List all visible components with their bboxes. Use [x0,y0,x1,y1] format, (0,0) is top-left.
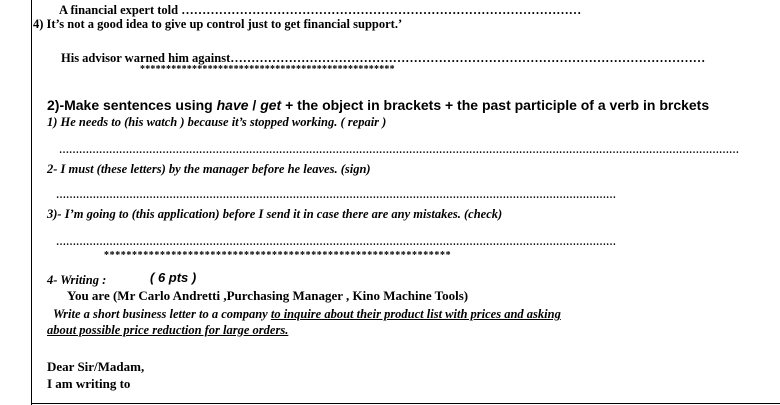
financial-expert-line: A financial expert told …………………………………………………………………………………… [59,3,582,17]
task-underlined-text: to inquire about their product list with prices and asking [270,307,561,321]
item-2-answer-blank: …………………………………………………………………………………………………………………………………………………… [56,190,616,201]
question-4-prompt: 4) It’s not a good idea to give up control just to get financial support.’ [33,17,403,31]
page-bottom-border [31,403,780,404]
item-1-prompt: 1) He needs to (his watch ) because it’s stopped working. ( repair ) [47,115,387,129]
letter-salutation: Dear Sir/Madam, [47,359,145,374]
heading-slash: / [248,97,261,113]
writing-task-line-2: about possible price reduction for large orders. [47,323,289,337]
task-plain-text: Write a short business letter to a company [53,307,271,321]
separator-stars-1: ************************************************* [140,64,395,75]
heading-text-rest: + the object in brackets + the past participle of a verb in brckets [281,97,710,113]
writing-points: ( 6 pts ) [150,270,197,285]
separator-stars-2: ************************************************************** [104,250,452,261]
item-3-answer-blank: …………………………………………………………………………………………………………………………………………………… [56,237,616,248]
writing-role: You are (Mr Carlo Andretti ,Purchasing Manager , Kino Machine Tools) [67,288,469,303]
item-2-prompt: 2- I must (these letters) by the manager before he leaves. (sign) [47,162,371,176]
exercise-2-heading [47,97,709,113]
page-left-border [31,0,32,405]
writing-task-line-1 [53,307,561,321]
question-4-answer-line: His advisor warned him against…………………………………………………………………………………………………… [61,51,706,65]
heading-text-part: 2)-Make sentences using [47,97,217,113]
letter-opening: I am writing to [47,376,131,391]
heading-get: get [260,97,282,113]
heading-have: have [216,97,249,113]
item-3-prompt: 3)- I’m going to (this application) before I send it in case there are any mistakes. (check) [47,207,503,221]
item-1-answer-blank: …………………………………………………………………………………………………………………………………………………………………………………… [59,145,739,156]
writing-label: 4- Writing : [47,273,107,287]
